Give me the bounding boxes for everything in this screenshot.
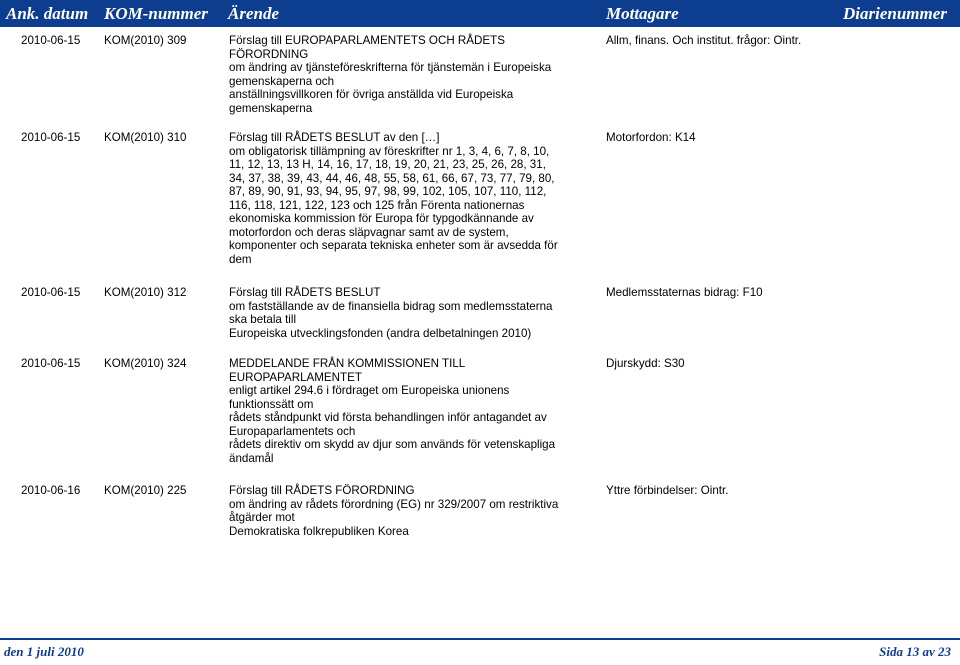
- footer-page-number: Sida 13 av 23: [879, 644, 951, 659]
- subject-line: rådets direktiv om skydd av djur som används för vetenskapliga: [229, 438, 556, 451]
- header-kom-number: KOM-nummer: [104, 4, 208, 23]
- subject-line: motorfordon och deras släpvagnar samt av de system,: [229, 225, 509, 239]
- subject-line: EUROPAPARLAMENTET: [229, 370, 362, 384]
- row-date: 2010-06-16: [21, 484, 81, 497]
- row-date: 2010-06-15: [21, 34, 81, 47]
- row-kom-number: KOM(2010) 312: [104, 286, 187, 299]
- subject-line: om ändring av rådets förordning (EG) nr 329/2007 om restriktiva: [229, 497, 559, 511]
- subject-line: komponenter och separata tekniska enheter som är avsedda för: [229, 239, 558, 252]
- subject-line: gemenskaperna: [229, 101, 313, 115]
- subject-line: enligt artikel 294.6 i fördraget om Europeiska unionens: [229, 384, 510, 397]
- subject-line: 11, 12, 13, 13 H, 14, 16, 17, 18, 19, 20, 21, 23, 25, 26, 28, 31,: [229, 158, 546, 171]
- header-date: Ank. datum: [6, 4, 89, 23]
- row-recipient: Yttre förbindelser: Ointr.: [606, 484, 729, 497]
- header-subject: Ärende: [228, 4, 279, 23]
- row-recipient: Allm, finans. Och institut. frågor: Ointr.: [606, 34, 802, 47]
- footer-rule: [0, 638, 960, 640]
- row-recipient: Motorfordon: K14: [606, 131, 696, 144]
- subject-line: åtgärder mot: [229, 511, 295, 524]
- row-date: 2010-06-15: [21, 131, 81, 144]
- subject-line: 34, 37, 38, 39, 43, 44, 46, 48, 55, 58, 61, 66, 67, 73, 77, 79, 80,: [229, 171, 555, 185]
- subject-line: Förslag till EUROPAPARLAMENTETS OCH RÅDETS: [229, 34, 505, 47]
- subject-line: ändamål: [229, 451, 274, 465]
- subject-line: 116, 118, 121, 122, 123 och 125 från Förenta nationernas: [229, 198, 525, 212]
- row-kom-number: KOM(2010) 309: [104, 34, 187, 47]
- subject-line: dem: [229, 252, 252, 266]
- header-diary-number: Diarienummer: [843, 4, 947, 23]
- subject-line: MEDDELANDE FRÅN KOMMISSIONEN TILL: [229, 357, 466, 370]
- subject-line: FÖRORDNING: [229, 47, 309, 61]
- row-subject: [229, 286, 599, 340]
- subject-line: rådets ståndpunkt vid första behandlingen inför antagandet av: [229, 411, 547, 424]
- subject-line: om ändring av tjänsteföreskrifterna för tjänstemän i Europeiska: [229, 61, 552, 74]
- subject-line: 87, 89, 90, 91, 93, 94, 95, 97, 98, 99, 102, 105, 107, 110, 112,: [229, 185, 547, 198]
- subject-line: Förslag till RÅDETS BESLUT av den […]: [229, 131, 440, 144]
- footer-date: den 1 juli 2010: [4, 644, 84, 659]
- subject-line: gemenskaperna och: [229, 74, 335, 88]
- subject-line: Förslag till RÅDETS BESLUT: [229, 286, 381, 299]
- subject-line: Förslag till RÅDETS FÖRORDNING: [229, 484, 415, 497]
- subject-line: Demokratiska folkrepubliken Korea: [229, 524, 409, 538]
- row-recipient: Medlemsstaternas bidrag: F10: [606, 286, 763, 299]
- subject-line: ekonomiska kommission för Europa för typgodkännande av: [229, 212, 534, 225]
- row-kom-number: KOM(2010) 225: [104, 484, 187, 497]
- row-subject: [229, 131, 599, 266]
- subject-line: om obligatorisk tillämpning av föreskrifter nr 1, 3, 4, 6, 7, 8, 10,: [229, 144, 550, 158]
- subject-line: anställningsvillkoren för övriga anställda vid Europeiska: [229, 88, 514, 101]
- subject-line: Europeiska utvecklingsfonden (andra delbetalningen 2010): [229, 326, 532, 340]
- subject-line: funktionssätt om: [229, 397, 314, 411]
- row-recipient: Djurskydd: S30: [606, 357, 685, 370]
- row-subject: [229, 484, 599, 538]
- row-kom-number: KOM(2010) 310: [104, 131, 187, 144]
- row-subject: [229, 357, 599, 465]
- subject-line: om fastställande av de finansiella bidrag som medlemsstaterna: [229, 299, 553, 313]
- subject-line: Europaparlamentets och: [229, 424, 356, 438]
- subject-line: ska betala till: [229, 313, 297, 326]
- row-date: 2010-06-15: [21, 357, 81, 370]
- table-header: [0, 0, 960, 27]
- row-kom-number: KOM(2010) 324: [104, 357, 187, 370]
- row-date: 2010-06-15: [21, 286, 81, 299]
- header-recipient: Mottagare: [606, 4, 679, 23]
- row-subject: [229, 34, 599, 115]
